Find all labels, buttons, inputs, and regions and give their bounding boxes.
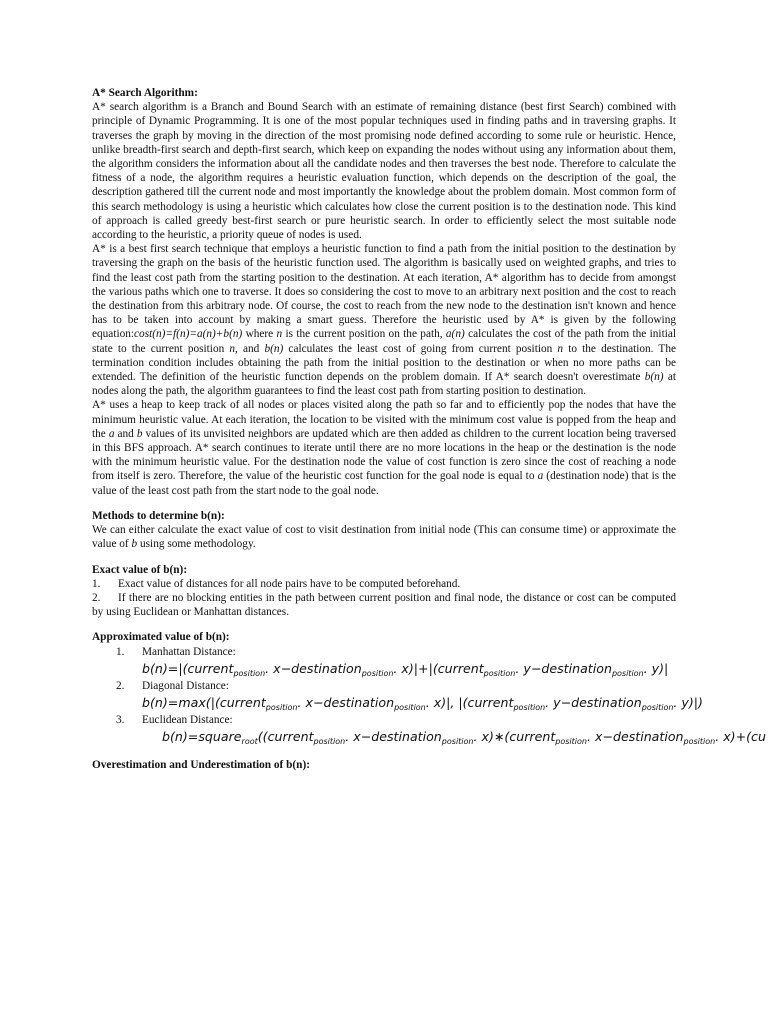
p3-part-d: (destination node) that is the value of the least cost path from the start node to the goal node.: [92, 470, 676, 497]
document-page: [92, 86, 766, 772]
section-title-overestimation: Overestimation and Underestimation of b(n):: [92, 759, 310, 772]
var-bn: b(n): [264, 342, 284, 355]
cost-equation: cost(n)=f(n)=a(n)+b(n): [134, 328, 243, 341]
paragraph-intro: A* search algorithm is a Branch and Bound Search with an estimate of remaining distance (best first Search) combined with principle of Dynamic Programming. It is one of the most popular techniques used in finding paths and in traversing graphs. It traverses the graph by moving in the direction of the most promising node defined according to some rule or heuristic. Hence, unlike breadth-first search and depth-first search, which keep on expanding the nodes without using any information about them, the algorithm considers the information about all the candidate nodes and then traverses the best node. Therefore to calculate the fitness of a node, the algorithm requires a heuristic evaluation function, which depends on the description of the goal, the description gathered till the current node and most importantly the knowledge about the problem domain. Most common form of this search methodology is using a heuristic which calculates how close the current position is to the destination node. This kind of approach is called greedy best-first search or pure heuristic search. In order to efficiently select the most suitable node according to the heuristic, a priority queue of nodes is used.: [92, 101, 676, 242]
var-b: b: [131, 538, 138, 551]
var-n: n: [276, 328, 283, 341]
list-number: 2.: [92, 591, 101, 604]
list-number: 3.: [116, 713, 125, 726]
p4-part-a: We can either calculate the exact value of cost to visit destination from initial node (This can consume time) or approximate the value of: [92, 524, 676, 551]
p4-part-b: using some methodology.: [137, 538, 256, 551]
list-number: 2.: [116, 679, 125, 692]
section-title-approx: Approximated value of b(n):: [92, 631, 230, 644]
p3-part-a: A* uses a heap to keep track of all nodes or places visited along the path so far and to efficiently pop the nodes that have the minimum heuristic value. At each iteration, the location to be visited with the minimum cost value is popped from the heap and the: [92, 399, 676, 440]
list-text: Diagonal Distance:: [142, 679, 229, 692]
list-number: 1.: [116, 645, 125, 658]
var-n: n,: [229, 342, 238, 355]
list-text: Euclidean Distance:: [142, 713, 233, 726]
p3-part-c: values of its unvisited neighbors are updated which are then added as children to the current location being traversed in this BFS approach. A* search continues to iterate until there are no more locations in the heap or the destination is the node with the minimum heuristic value. For the destination node the value of cost function is zero since the cost of reaching a node from itself is zero. Therefore, the value of the heuristic cost function for the goal node is equal to: [92, 427, 676, 483]
p2-part-g: to the destination. The termination condition includes obtaining the path from the initial position to the destination or when no more paths can be extended. The definition of the heuristic function depends on the problem domain. If A* search doesn't overestimate: [92, 342, 676, 384]
manhattan-equation: b(n)=|(current$_{position}$. x−destination$_{position}$. x)|+|(current$_{position}$. y−destination$_{position}$. y)|: [142, 660, 669, 678]
p2-part-b: where: [242, 328, 277, 341]
section-title-exact: Exact value of b(n):: [92, 563, 188, 576]
paragraph-heap: [92, 398, 676, 497]
paragraph-heuristic: [92, 242, 676, 398]
section-title-methods: Methods to determine b(n):: [92, 509, 225, 522]
list-text: Manhattan Distance:: [142, 645, 236, 658]
var-an: a(n): [445, 328, 465, 341]
p2-part-d: calculates the cost of the path from the initial state to the current position: [92, 328, 676, 355]
list-item: [92, 577, 676, 591]
list-item: [92, 645, 676, 659]
list-text: Exact value of distances for all node pairs have to be computed beforehand.: [118, 577, 461, 590]
diagonal-equation: b(n)=max(|(current$_{position}$. x−destination$_{position}$. x)|, |(current$_{position}$. y−destination$_{position}$. y)|): [142, 694, 703, 712]
var-a: a: [537, 470, 544, 483]
paragraph-methods: [92, 523, 676, 551]
list-item: [92, 713, 676, 727]
p2-part-h: at nodes along the path, the algorithm guarantees to find the least cost path from starting position to destination.: [92, 371, 676, 398]
p2-part-f: calculates the least cost of going from current position: [283, 342, 558, 355]
list-number: 1.: [92, 577, 101, 590]
list-text: If there are no blocking entities in the path between current position and final node, the distance or cost can be computed by using Euclidean or Manhattan distances.: [92, 591, 676, 619]
var-b: b: [136, 427, 143, 440]
p3-part-b: and: [114, 427, 137, 440]
euclidean-equation: b(n)=square$_{root}$((current$_{position}$. x−destination$_{position}$. x)∗(current$_{position}$. x−destination$_{position}$. x)+(cu: [162, 729, 766, 747]
var-n: n: [557, 342, 564, 355]
list-item: [92, 591, 676, 619]
var-a: a: [108, 427, 115, 440]
p2-part-c: is the current position on the path,: [282, 328, 446, 341]
var-bn: b(n): [644, 371, 664, 384]
list-item: [92, 679, 676, 693]
p2-part-a: A* is a best first search technique that employs a heuristic function to find a path from the initial position to the destination by traversing the graph on the basis of the heuristic function used. The algorithm is basically used on weighted graphs, and tries to find the least cost path from the starting position to the destination. At each iteration, A* algorithm has to decide from amongst the various paths which one to traverse. It does so considering the cost to move to an arbitrary next position and the cost to reach the destination from this arbitrary node. Of course, the cost to reach from the new node to the destination isn't known and hence has to be taken into account by making a smart guess. Therefore the heuristic used by A* is given by the following equation:: [92, 243, 676, 341]
p2-part-e: and: [237, 342, 265, 355]
section-title-astar: A* Search Algorithm:: [92, 87, 198, 99]
